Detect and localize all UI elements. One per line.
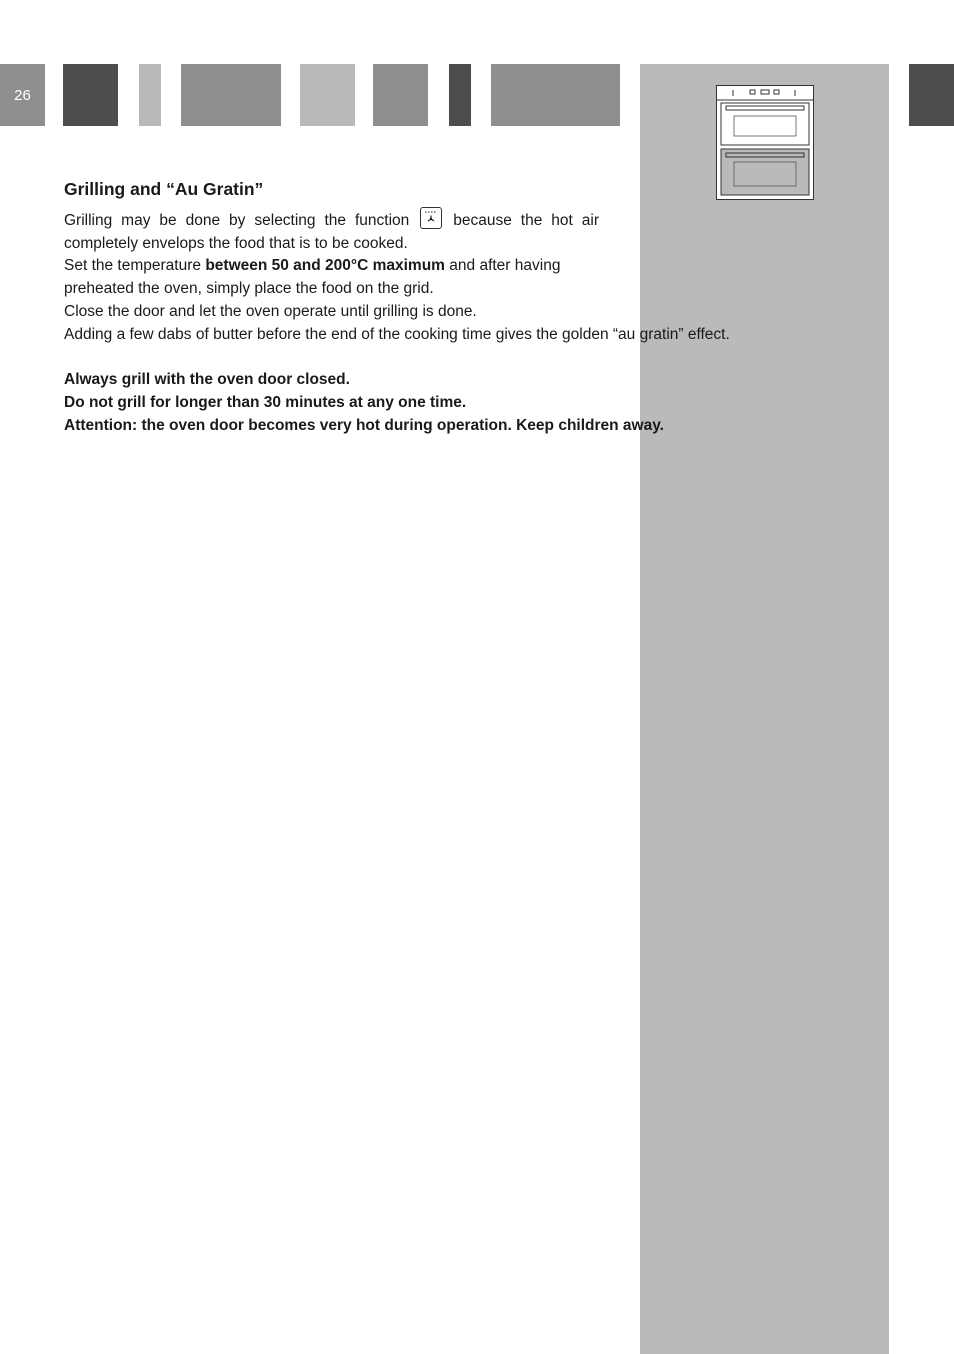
paragraph-close-door: Close the door and let the oven operate until grilling is done. [64,302,477,320]
main-content [64,178,804,438]
fan-grill-icon [420,207,442,229]
header-block-1 [63,64,118,126]
page-number: 26 [0,64,45,126]
warning-time-limit: Do not grill for longer than 30 minutes at any one time. [64,394,467,412]
header-block-4 [300,64,355,126]
header-block-8 [909,64,954,126]
function-text-after: because the hot air [453,211,600,229]
header-block-7 [491,64,620,126]
paragraph-temperature [64,255,804,278]
paragraph-function-line2: completely envelops the food that is to be cooked. [64,234,408,252]
header-block-3 [181,64,281,126]
temperature-range: between 50 and 200°C maximum [205,257,445,275]
warning-hot-door: Attention: the oven door becomes very hot during operation. Keep children away. [64,416,664,434]
section-title: Grilling and “Au Gratin” [64,179,264,199]
paragraph-butter: Adding a few dabs of butter before the end of the cooking time gives the golden “au gratin” effect. [64,325,730,343]
paragraph-temperature-line2: preheated the oven, simply place the food on the grid. [64,280,434,298]
header-block-5 [373,64,428,126]
function-text-before: Grilling may be done by selecting the function [64,211,410,229]
paragraph-function [64,207,599,233]
header-block-6 [449,64,471,126]
temperature-text-after: and after having [444,257,561,275]
temperature-text-before: Set the temperature [64,257,206,275]
header-block-2 [139,64,161,126]
warning-door-closed: Always grill with the oven door closed. [64,371,350,389]
